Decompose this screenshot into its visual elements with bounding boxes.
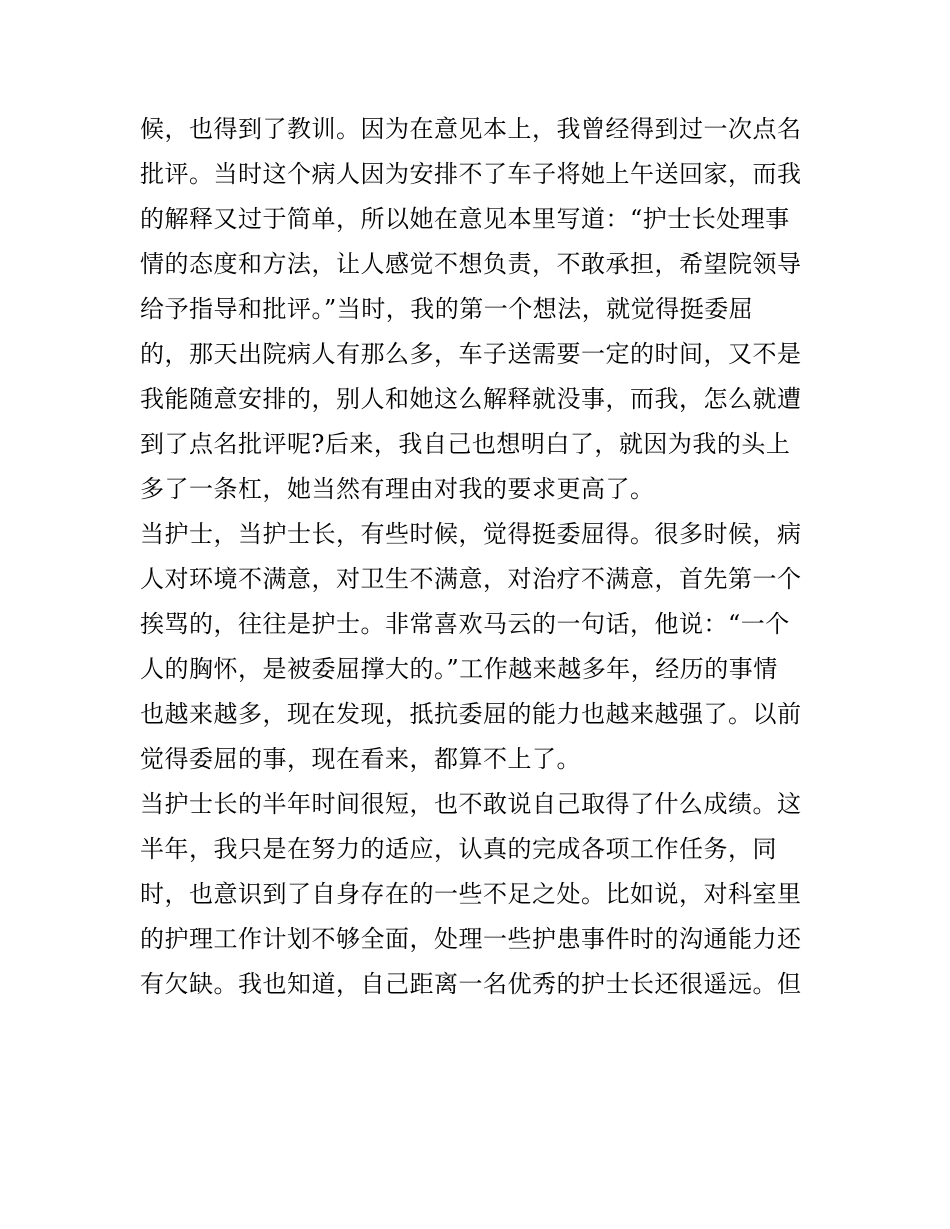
- text-line-6: 的，那天出院病人有那么多，车子送需要一定的时间，又不是: [140, 340, 802, 368]
- text-line-15: 觉得委屈的事，现在看来，都算不上了。: [140, 745, 581, 773]
- text-line-11: 人对环境不满意，对卫生不满意，对治疗不满意，首先第一个: [140, 565, 802, 593]
- body-text: [140, 107, 820, 1007]
- text-line-3: 的解释又过于简单，所以她在意见本里写道：“护士长处理事: [140, 205, 790, 233]
- text-line-5: 给予指导和批评。”当时，我的第一个想法，就觉得挺委屈: [140, 295, 754, 323]
- text-line-1: 候，也得到了教训。因为在意见本上，我曾经得到过一次点名: [140, 115, 802, 143]
- text-line-13: 人的胸怀，是被委屈撑大的。”工作越来越多年，经历的事情: [140, 655, 778, 683]
- text-line-20: 有欠缺。我也知道，自己距离一名优秀的护士长还很遥远。但: [140, 970, 802, 998]
- text-line-10: 当护士，当护士长，有些时候，觉得挺委屈得。很多时候，病: [140, 520, 802, 548]
- text-line-19: 的护理工作计划不够全面，处理一些护患事件时的沟通能力还: [140, 925, 802, 953]
- text-line-17: 半年，我只是在努力的适应，认真的完成各项工作任务，同: [140, 835, 777, 863]
- text-line-12: 挨骂的，往往是护士。非常喜欢马云的一句话，他说：“一个: [140, 610, 790, 638]
- text-line-18: 时，也意识到了自身存在的一些不足之处。比如说，对科室里: [140, 880, 802, 908]
- text-line-8: 到了点名批评呢?后来，我自己也想明白了，就因为我的头上: [140, 430, 791, 458]
- text-line-4: 情的态度和方法，让人感觉不想负责，不敢承担，希望院领导: [140, 250, 802, 278]
- text-line-16: 当护士长的半年时间很短，也不敢说自己取得了什么成绩。这: [140, 790, 802, 818]
- text-line-7: 我能随意安排的，别人和她这么解释就没事，而我，怎么就遭: [140, 385, 802, 413]
- text-line-14: 也越来越多，现在发现，抵抗委屈的能力也越来越强了。以前: [140, 700, 802, 728]
- text-line-9: 多了一条杠，她当然有理由对我的要求更高了。: [140, 475, 655, 503]
- text-line-2: 批评。当时这个病人因为安排不了车子将她上午送回家，而我: [140, 160, 802, 188]
